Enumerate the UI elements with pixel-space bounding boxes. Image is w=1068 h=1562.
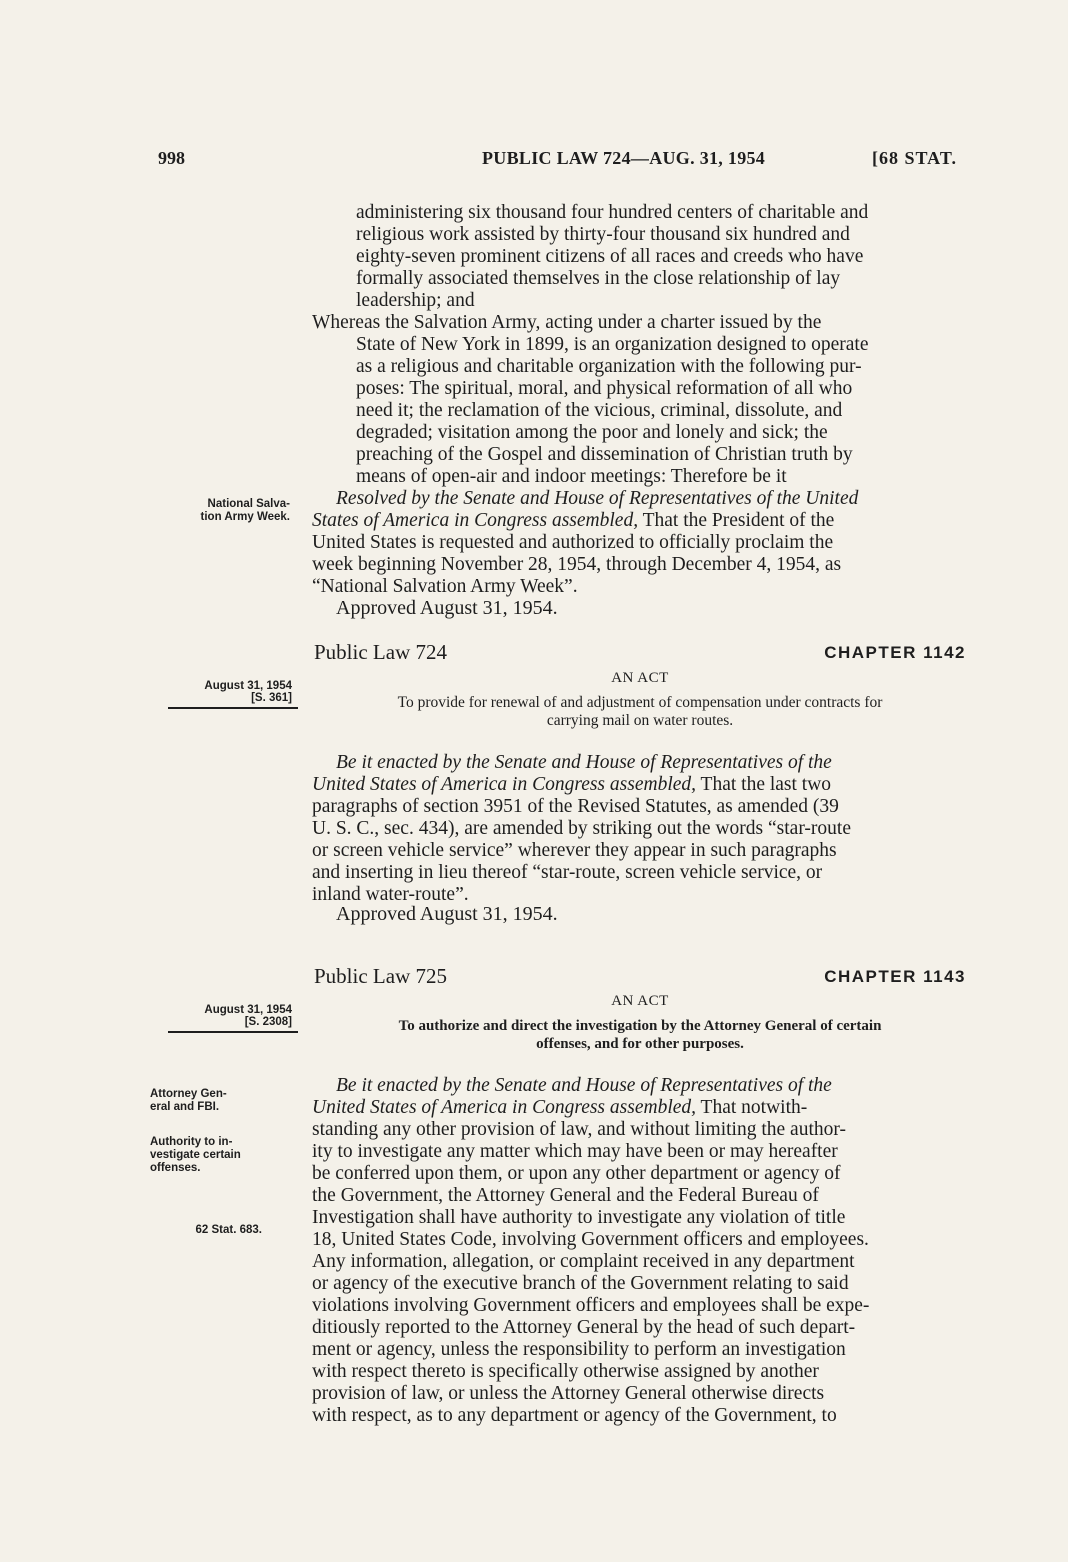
purpose-725 — [312, 1017, 968, 1053]
text-line: be conferred upon them, or upon any other department or agency of — [312, 1163, 841, 1184]
resolution-clause — [312, 488, 968, 598]
side-date-text: August 31, 1954 — [204, 1004, 292, 1016]
text-line: as a religious and charitable organization with the following pur- — [356, 356, 862, 377]
text-line: carrying mail on water routes. — [546, 712, 734, 729]
text-line: To authorize and direct the investigation by the Attorney General of certain — [398, 1018, 882, 1034]
statute-volume: [68 STAT. — [872, 148, 958, 168]
text-fragment: That the last two — [696, 774, 832, 795]
approved-line-resolution: Approved August 31, 1954. — [336, 597, 558, 619]
page-running-title: PUBLIC LAW 724—AUG. 31, 1954 — [482, 148, 766, 168]
preamble-continuation — [312, 202, 968, 312]
side-date-text: August 31, 1954 — [204, 680, 292, 692]
public-law-725-heading — [314, 964, 966, 990]
text-line: U. S. C., sec. 434), are amended by striking out the words “star-route — [312, 818, 851, 839]
public-law-label: Public Law 725 — [314, 964, 447, 988]
divider — [168, 707, 298, 709]
page-number: 998 — [158, 148, 185, 168]
text-line: preaching of the Gospel and dissemination of Christian truth by — [356, 444, 853, 465]
chapter-label: CHAPTER 1143 — [824, 967, 966, 986]
text-line: week beginning November 28, 1954, through December 4, 1954, as — [312, 554, 842, 575]
text-line: Whereas the Salvation Army, acting under a charter issued by the — [312, 312, 822, 333]
margin-note-attorney-general-fbi: Attorney Gen- eral and FBI. — [150, 1088, 227, 1113]
whereas-clause — [312, 312, 968, 488]
text-line: with respect thereto is specifically otherwise assigned by another — [312, 1361, 819, 1382]
enactment-date-725 — [172, 1004, 292, 1028]
text-line: United States is requested and authorized to officially proclaim the — [312, 532, 834, 553]
divider — [168, 1031, 298, 1033]
text-line: inland water-route”. — [312, 884, 469, 905]
text-line: means of open-air and indoor meetings: Therefore be it — [356, 466, 787, 487]
text-line: violations involving Government officers and employees shall be expe- — [312, 1295, 870, 1316]
text-line: standing any other provision of law, and without limiting the author- — [312, 1119, 846, 1140]
text-fragment: That notwith- — [696, 1097, 808, 1118]
text-line: ditiously reported to the Attorney General by the head of such depart- — [312, 1317, 856, 1338]
text-line: leadership; and — [356, 290, 475, 311]
margin-note-authority: Authority to in- vestigate certain offenses. — [150, 1136, 241, 1174]
text-line: or screen vehicle service” wherever they appear in such paragraphs — [312, 840, 837, 861]
chapter-label: CHAPTER 1142 — [824, 643, 966, 662]
text-line: degraded; visitation among the poor and lonely and sick; the — [356, 422, 828, 443]
text-line: ity to investigate any matter which may have been or may hereafter — [312, 1141, 838, 1162]
text-line: the Government, the Attorney General and the Federal Bureau of — [312, 1185, 819, 1206]
text-line: and inserting in lieu thereof “star-route, screen vehicle service, or — [312, 862, 823, 883]
enacted-italic: Be it enacted by the Senate and House of Representatives of the — [336, 752, 832, 773]
text-line: with respect, as to any department or agency of the Government, to — [312, 1405, 837, 1426]
approved-line-724: Approved August 31, 1954. — [336, 903, 558, 925]
text-line: eighty-seven prominent citizens of all races and creeds who have — [356, 246, 864, 267]
an-act-label: AN ACT — [611, 670, 669, 686]
text-fragment: That the President of the — [638, 510, 835, 531]
purpose-724 — [312, 694, 968, 730]
resolved-italic-2: States of America in Congress assembled, — [312, 510, 639, 531]
text-line: religious work assisted by thirty-four thousand six hundred and — [356, 224, 850, 245]
margin-note-salvation-army-week: National Salva- tion Army Week. — [200, 498, 290, 523]
text-line: Any information, allegation, or complaint received in any department — [312, 1251, 855, 1272]
an-act-label: AN ACT — [611, 993, 669, 1009]
public-law-724-heading — [314, 640, 966, 666]
text-line: ment or agency, unless the responsibility to perform an investigation — [312, 1339, 846, 1360]
side-bill-text: [S. 2308] — [244, 1016, 292, 1028]
text-line: State of New York in 1899, is an organization designed to operate — [356, 334, 869, 355]
text-line: paragraphs of section 3951 of the Revised Statutes, as amended (39 — [312, 796, 839, 817]
enacted-italic-2: United States of America in Congress assembled, — [312, 774, 697, 795]
text-line: offenses, and for other purposes. — [536, 1036, 744, 1052]
enacted-italic-2: United States of America in Congress assembled, — [312, 1097, 697, 1118]
text-line: need it; the reclamation of the vicious, criminal, dissolute, and — [356, 400, 843, 421]
text-line: provision of law, or unless the Attorney General otherwise directs — [312, 1383, 825, 1404]
text-line: To provide for renewal of and adjustment of compensation under contracts for — [397, 694, 883, 711]
enacted-italic: Be it enacted by the Senate and House of Representatives of the — [336, 1075, 832, 1096]
side-bill-text: [S. 361] — [251, 692, 292, 704]
text-line: formally associated themselves in the close relationship of lay — [356, 268, 841, 289]
enacting-clause-725 — [312, 1075, 968, 1427]
text-line: “National Salvation Army Week”. — [312, 576, 578, 597]
enactment-date-724 — [172, 680, 292, 704]
margin-note-statute-ref: 62 Stat. 683. — [195, 1224, 262, 1236]
text-line: poses: The spiritual, moral, and physical reformation of all who — [356, 378, 853, 399]
resolved-italic: Resolved by the Senate and House of Representatives of the United — [336, 488, 859, 509]
enacting-clause-724 — [312, 752, 968, 906]
text-line: administering six thousand four hundred centers of charitable and — [356, 202, 869, 223]
text-line: or agency of the executive branch of the Government relating to said — [312, 1273, 849, 1294]
text-line: Investigation shall have authority to investigate any violation of title — [312, 1207, 846, 1228]
public-law-label: Public Law 724 — [314, 640, 447, 664]
text-line: 18, United States Code, involving Government officers and employees. — [312, 1229, 869, 1250]
